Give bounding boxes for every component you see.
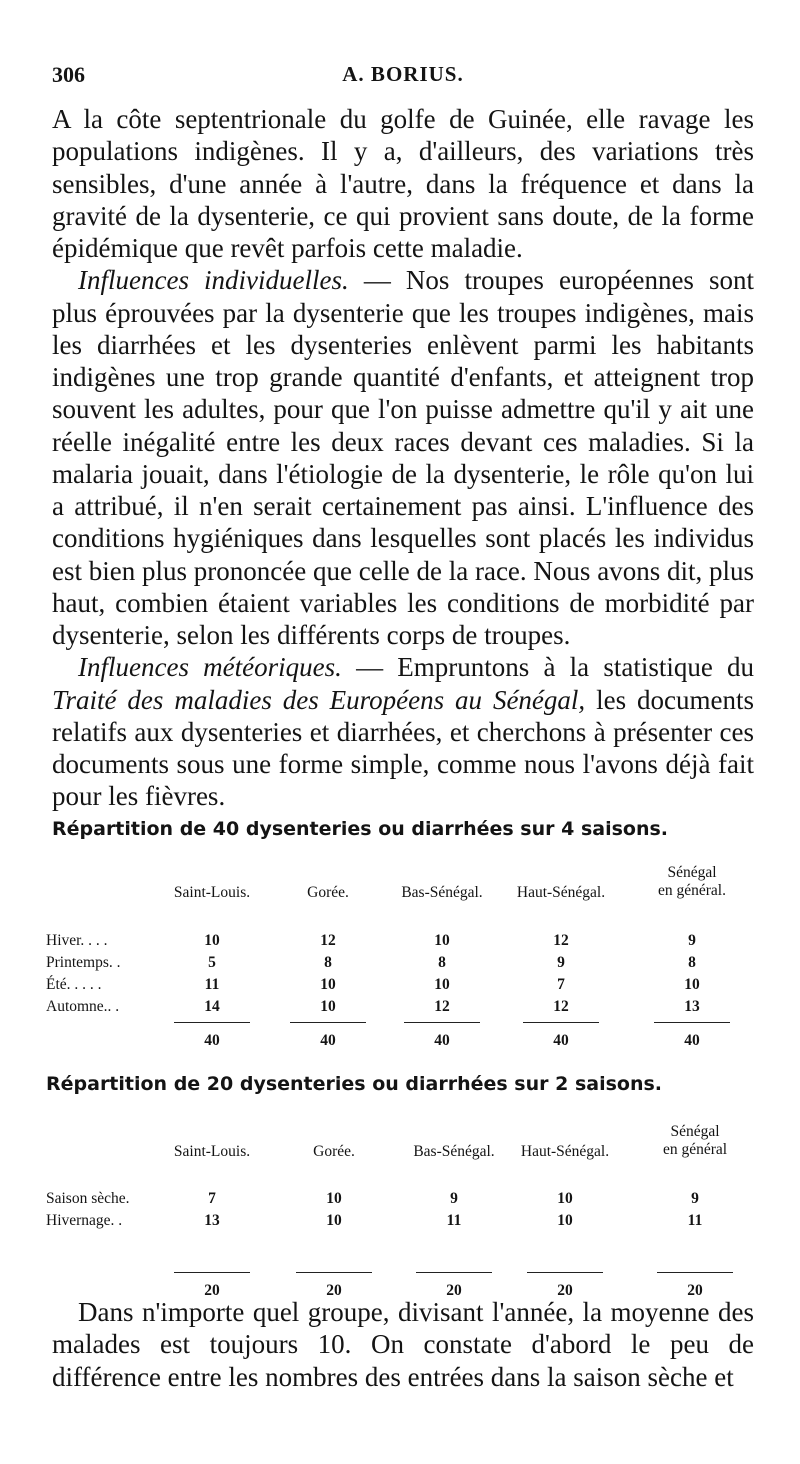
table-cell: 12 bbox=[434, 998, 450, 1015]
table-cell: 8 bbox=[324, 954, 332, 971]
table1-caption: Répartition de 40 dysenteries ou diarrhées sur 4 saisons. bbox=[52, 818, 669, 840]
paragraph-closing: Dans n'importe quel groupe, divisant l'année, la moyenne des malades est toujours 10. On constate d'abord le peu de différence entre les nombres des entrées dans la saison sèche et bbox=[52, 1297, 754, 1392]
table-cell: 7 bbox=[557, 976, 565, 993]
table-cell: 13 bbox=[684, 998, 700, 1015]
table-cell: 9 bbox=[691, 1190, 699, 1207]
column-header: Saint-Louis. bbox=[173, 884, 251, 901]
sum-rule bbox=[527, 1272, 603, 1273]
sum-rule bbox=[416, 1272, 492, 1273]
table-cell: 12 bbox=[553, 998, 569, 1015]
table-cell: 10 bbox=[326, 1212, 342, 1229]
table-cell: 10 bbox=[557, 1212, 573, 1229]
table-cell: 13 bbox=[204, 1212, 220, 1229]
table-cell: 7 bbox=[208, 1190, 216, 1207]
row-label: Hivernage. . bbox=[46, 1212, 123, 1229]
table2-caption: Répartition de 20 dysenteries ou diarrhées sur 2 saisons. bbox=[46, 1073, 663, 1095]
table-cell: 8 bbox=[688, 954, 696, 971]
table-cell: 11 bbox=[204, 976, 220, 993]
column-header-line: en général. bbox=[658, 882, 726, 899]
column-header: Haut-Sénégal. bbox=[520, 1143, 610, 1160]
total-cell: 40 bbox=[204, 1032, 220, 1049]
column-header-line: Sénégal bbox=[670, 1123, 720, 1140]
table-cell: 10 bbox=[320, 976, 336, 993]
section-heading-individual: Influences individuelles. bbox=[78, 265, 349, 296]
total-cell: 20 bbox=[446, 1282, 462, 1299]
table-cell: 10 bbox=[684, 976, 700, 993]
sum-rule bbox=[523, 1022, 599, 1023]
row-label: Automne.. . bbox=[46, 998, 120, 1015]
section-heading-meteoric: Influences météoriques. bbox=[78, 652, 342, 683]
body-text bbox=[52, 103, 754, 813]
total-cell: 20 bbox=[687, 1282, 703, 1299]
table-cell: 11 bbox=[687, 1212, 703, 1229]
total-cell: 40 bbox=[553, 1032, 569, 1049]
table-cell: 10 bbox=[557, 1190, 573, 1207]
column-header: Gorée. bbox=[307, 884, 349, 901]
page-header bbox=[52, 62, 754, 92]
table-cell: 10 bbox=[434, 932, 450, 949]
sum-rule bbox=[174, 1272, 250, 1273]
column-header: Gorée. bbox=[313, 1143, 355, 1160]
paragraph-guinea: A la côte septentrionale du golfe de Guinée, elle ravage les populations indigènes. Il y a, d'ailleurs, des variations très sensibles, d'une année à l'autre, dans la fréquence et dans la gravité de la dysenterie, ce qui provient sans doute, de la forme épidémique que revêt parfois cette maladie. bbox=[52, 104, 754, 263]
total-cell: 40 bbox=[684, 1032, 700, 1049]
total-cell: 40 bbox=[320, 1032, 336, 1049]
table-two-seasons bbox=[46, 1115, 760, 1299]
sum-rule bbox=[296, 1272, 372, 1273]
column-header: Bas-Sénégal. bbox=[413, 1143, 495, 1160]
table-cell: 14 bbox=[204, 998, 220, 1015]
column-header: Saint-Louis. bbox=[173, 1143, 251, 1160]
table-cell: 10 bbox=[320, 998, 336, 1015]
table-cell: 9 bbox=[450, 1190, 458, 1207]
column-header bbox=[622, 864, 762, 900]
sum-rule bbox=[174, 1022, 250, 1023]
running-title: A. BORIUS. bbox=[342, 62, 464, 86]
paragraph-meteoric-influences: Influences météoriques. — Empruntons à la statistique du Traité des maladies des Européens au Sénégal, les documents relatifs aux dysenteries et diarrhées, et cherchons à présenter ces documents sous une forme simple, comme nous l'avons déjà fait pour les fièvres. bbox=[52, 652, 755, 812]
table-cell: 8 bbox=[438, 954, 446, 971]
row-label: Été. . . . . bbox=[46, 976, 102, 993]
table-cell: 11 bbox=[446, 1212, 462, 1229]
row-label: Hiver. . . . bbox=[46, 932, 108, 949]
table-cell: 9 bbox=[688, 932, 696, 949]
sum-rule bbox=[290, 1022, 366, 1023]
table-cell: 5 bbox=[208, 954, 216, 971]
table-cell: 12 bbox=[320, 932, 336, 949]
sum-rule bbox=[657, 1272, 733, 1273]
table-cell: 10 bbox=[434, 976, 450, 993]
closing-text bbox=[52, 1296, 754, 1393]
table-cell: 10 bbox=[204, 932, 220, 949]
row-label: Printemps. . bbox=[46, 954, 121, 971]
total-cell: 20 bbox=[557, 1282, 573, 1299]
sum-rule bbox=[654, 1022, 730, 1023]
table-cell: 9 bbox=[557, 954, 565, 971]
table-cell: 10 bbox=[326, 1190, 342, 1207]
column-header-line: en général bbox=[662, 1141, 728, 1158]
column-header: Haut-Sénégal. bbox=[516, 884, 606, 901]
table-four-seasons bbox=[46, 864, 760, 1064]
row-label: Saison sèche. bbox=[46, 1190, 130, 1207]
page-number: 306 bbox=[52, 62, 85, 87]
column-header bbox=[625, 1123, 765, 1159]
total-cell: 40 bbox=[434, 1032, 450, 1049]
paragraph-individual-influences: Influences individuelles. — Nos troupes européennes sont plus éprouvées par la dysenterie que les troupes indigènes, mais les diarrhées et les dysenteries enlèvent parmi les habitants indigènes une trop grande quantité d'enfants, et atteignent trop souvent les adultes, pour que l'on puisse admettre qu'il y ait une réelle inégalité entre les deux races devant ces maladies. Si la malaria jouait, dans l'étiologie de la dysenterie, le rôle qu'on lui a attribué, il n'en serait certainement pas ainsi. L'influence des conditions hygiéniques dans lesquelles sont placés les individus est bien plus prononcée que celle de la race. Nous avons dit, plus haut, combien étaient variables les conditions de morbidité par dysenterie, selon les différents corps de troupes. bbox=[52, 265, 755, 650]
column-header: Bas-Sénégal. bbox=[401, 884, 483, 901]
cited-work-title: Traité des maladies des Européens au Sénégal, bbox=[52, 684, 586, 715]
table-cell: 12 bbox=[553, 932, 569, 949]
sum-rule bbox=[404, 1022, 480, 1023]
total-cell: 20 bbox=[204, 1282, 220, 1299]
column-header-line: Sénégal bbox=[667, 864, 717, 881]
total-cell: 20 bbox=[326, 1282, 342, 1299]
